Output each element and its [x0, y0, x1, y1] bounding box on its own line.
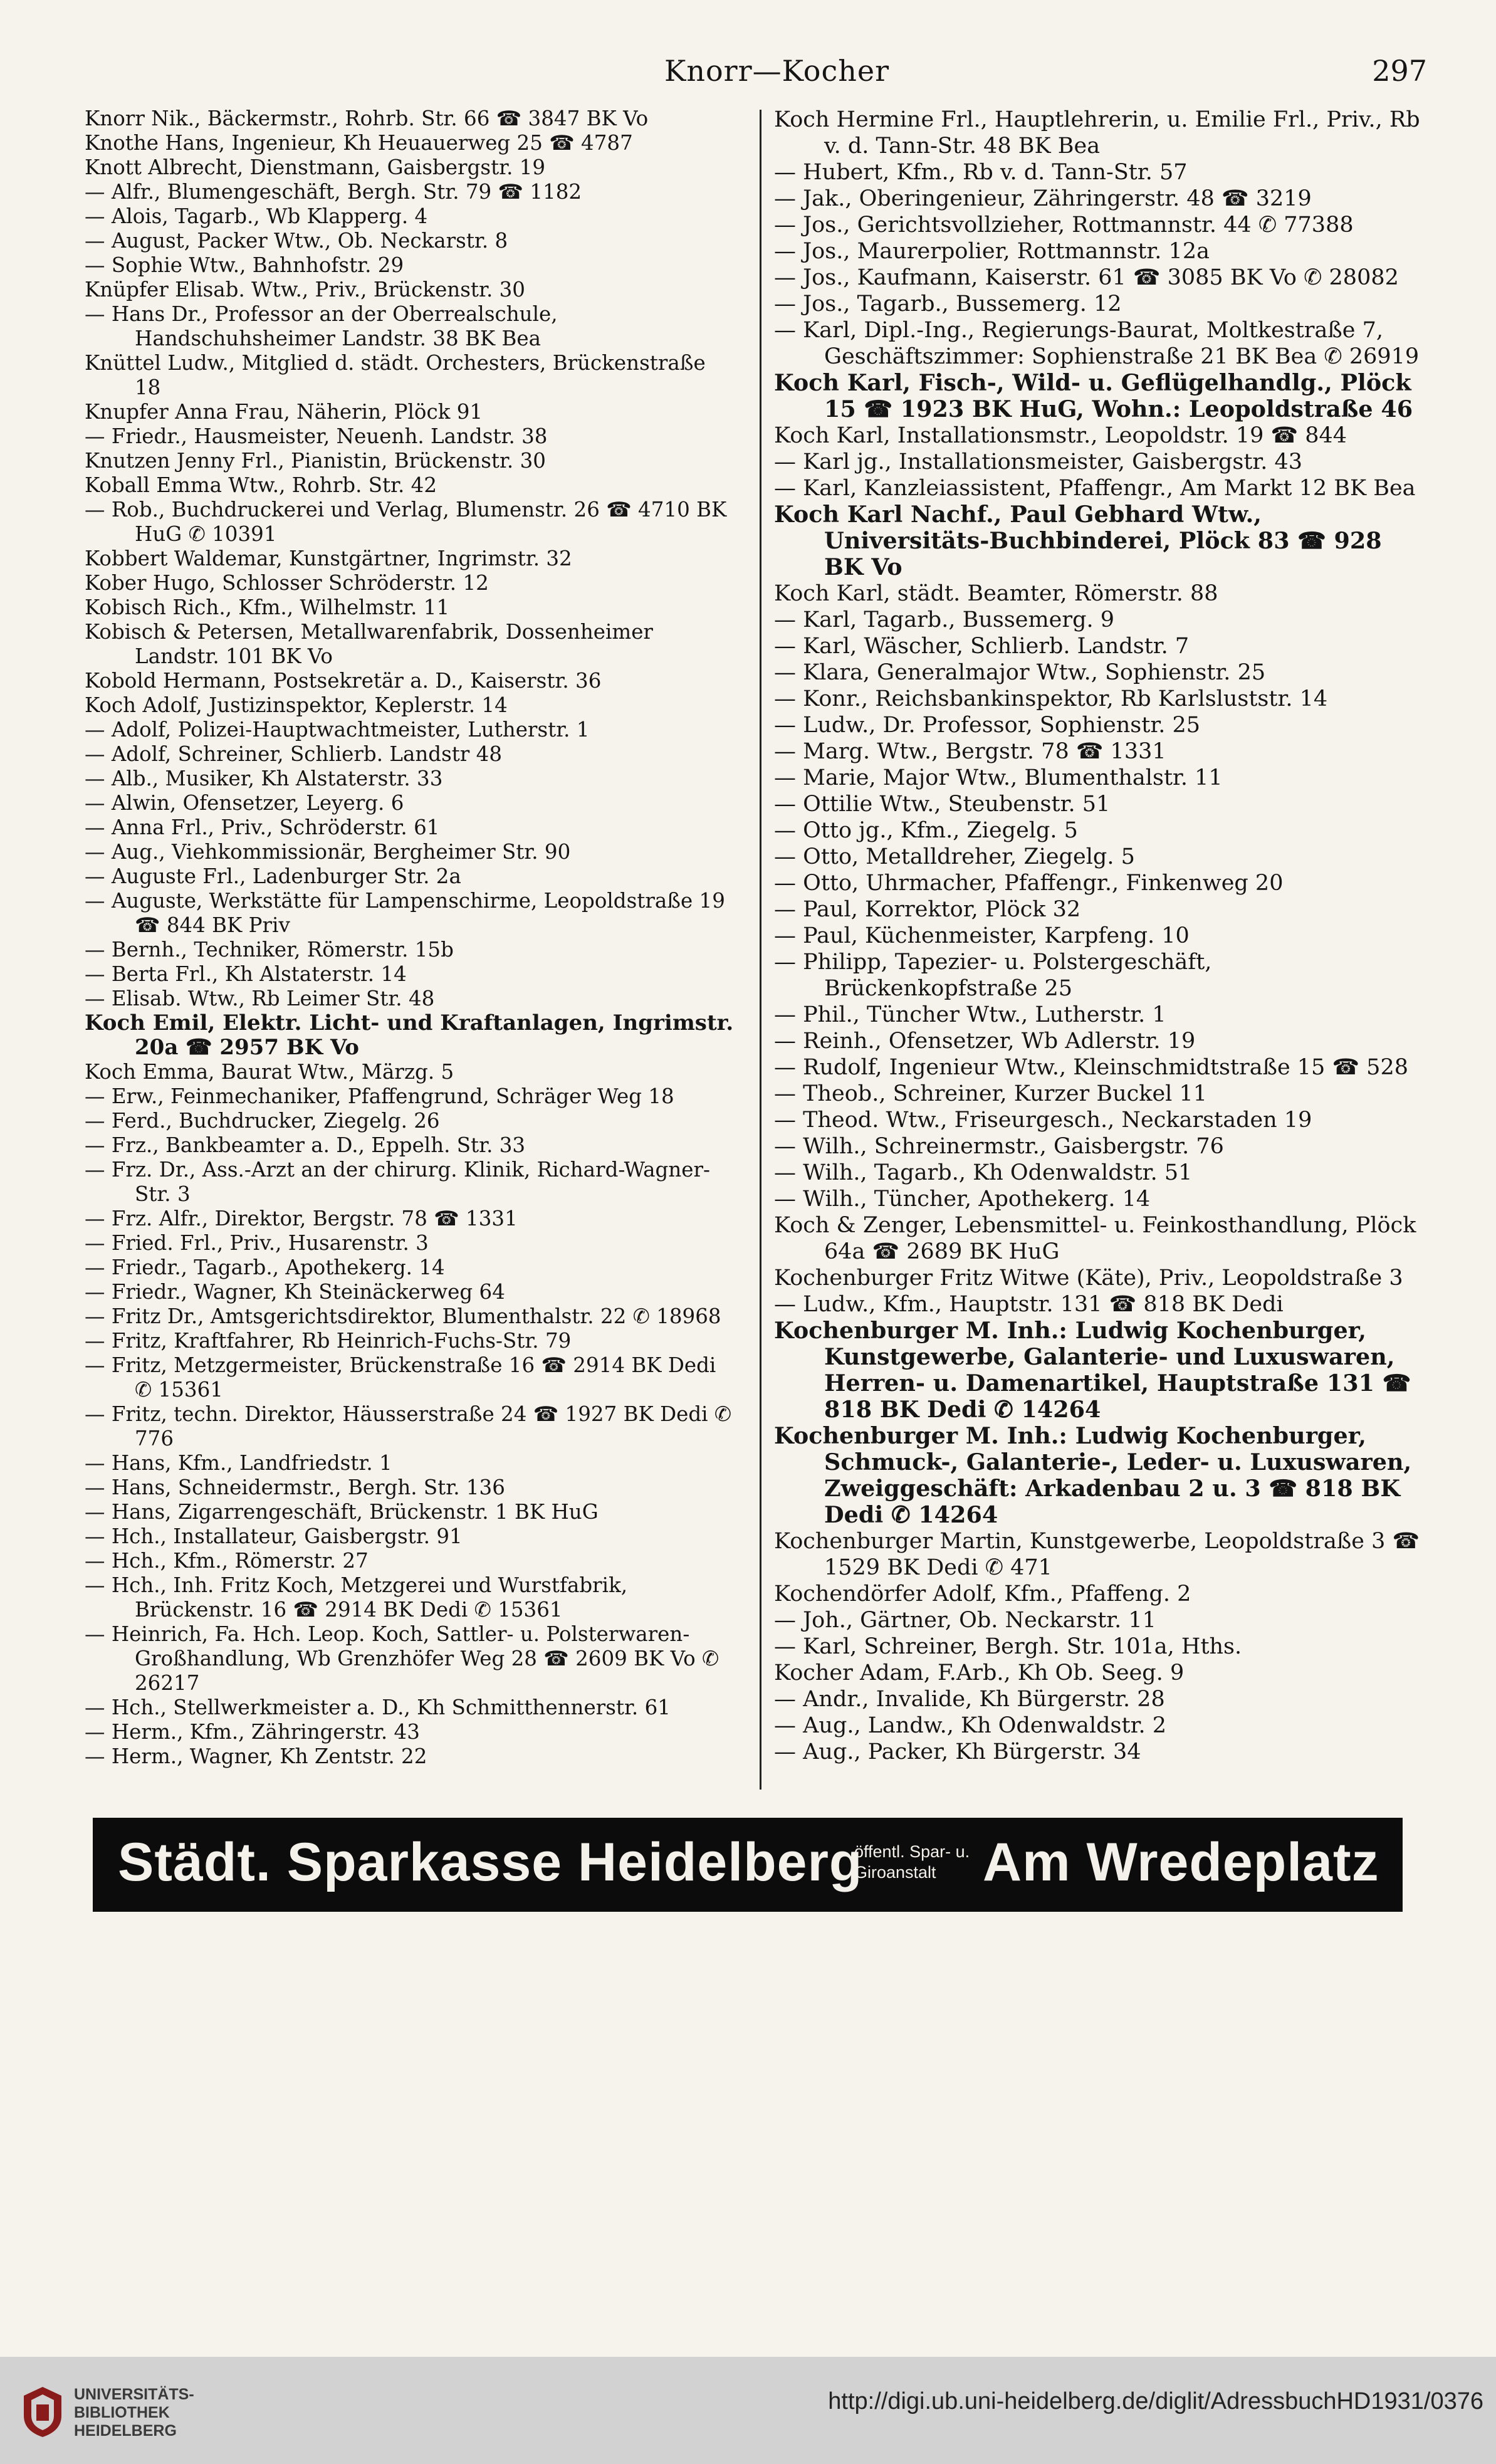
directory-entry: Knüttel Ludw., Mitglied d. städt. Orchesters, Brückenstraße 18 — [85, 351, 706, 399]
directory-entry: — Paul, Korrektor, Plöck 32 — [774, 897, 1081, 922]
directory-entry: — Aug., Landw., Kh Odenwaldstr. 2 — [774, 1713, 1166, 1738]
directory-entry: — Konr., Reichsbankinspektor, Rb Karlsluststr. 14 — [774, 686, 1328, 711]
source-url-link[interactable]: http://digi.ub.uni-heidelberg.de/diglit/AdressbuchHD1931/0376 — [828, 2388, 1483, 2414]
directory-entry: — Frz. Alfr., Direktor, Bergstr. 78 ☎ 1331 — [85, 1207, 518, 1230]
directory-entry: — Karl, Schreiner, Bergh. Str. 101a, Hths. — [774, 1634, 1242, 1659]
directory-entry: Knothe Hans, Ingenieur, Kh Heuauerweg 25 ☎ 4787 — [85, 131, 633, 155]
directory-entry: — Friedr., Tagarb., Apothekerg. 14 — [85, 1256, 445, 1279]
directory-entry: Koch Karl, städt. Beamter, Römerstr. 88 — [774, 581, 1218, 606]
library-name-line3: HEIDELBERG — [74, 2422, 177, 2440]
directory-entry: Kochenburger M. Inh.: Ludwig Kochenburger, Kunstgewerbe, Galanterie- und Luxuswaren, Herren- u. Damenartikel, Hauptstraße 131 ☎ 818 BK Dedi ✆ 14264 — [774, 1317, 1411, 1423]
directory-entry: — Wilh., Schreinermstr., Gaisbergstr. 76 — [774, 1134, 1224, 1159]
directory-entry: — Fritz Dr., Amtsgerichtsdirektor, Blumenthalstr. 22 ✆ 18968 — [85, 1304, 721, 1328]
library-name-line1: UNIVERSITÄTS- — [74, 2386, 194, 2403]
directory-entry: — Sophie Wtw., Bahnhofstr. 29 — [85, 253, 404, 277]
directory-entry: — Friedr., Wagner, Kh Steinäckerweg 64 — [85, 1280, 505, 1304]
directory-entry: Koch Karl Nachf., Paul Gebhard Wtw., Universitäts-Buchbinderei, Plöck 83 ☎ 928 BK Vo — [774, 501, 1382, 580]
directory-entry: — Jos., Tagarb., Bussemerg. 12 — [774, 291, 1122, 317]
directory-entry: Koball Emma Wtw., Rohrb. Str. 42 — [85, 473, 437, 497]
directory-entry: Koch Hermine Frl., Hauptlehrerin, u. Emilie Frl., Priv., Rb v. d. Tann-Str. 48 BK Bea — [774, 107, 1420, 159]
directory-entry: — Klara, Generalmajor Wtw., Sophienstr. 25 — [774, 660, 1266, 685]
running-title: Knorr—Kocher — [664, 54, 890, 88]
directory-entry: — Andr., Invalide, Kh Bürgerstr. 28 — [774, 1687, 1165, 1712]
directory-entry: — August, Packer Wtw., Ob. Neckarstr. 8 — [85, 229, 508, 253]
directory-entry: — Jak., Oberingenieur, Zähringerstr. 48 ☎ 3219 — [774, 186, 1312, 211]
directory-entry: — Adolf, Polizei-Hauptwachtmeister, Lutherstr. 1 — [85, 718, 590, 742]
directory-entry: — Otto jg., Kfm., Ziegelg. 5 — [774, 818, 1078, 843]
directory-entry: — Theod. Wtw., Friseurgesch., Neckarstaden 19 — [774, 1108, 1312, 1133]
directory-entry: — Rob., Buchdruckerei und Verlag, Blumenstr. 26 ☎ 4710 BK HuG ✆ 10391 — [85, 498, 727, 546]
directory-entry: Knott Albrecht, Dienstmann, Gaisbergstr. 19 — [85, 155, 546, 179]
directory-entry: Kober Hugo, Schlosser Schröderstr. 12 — [85, 571, 489, 595]
directory-entry: Kobold Hermann, Postsekretär a. D., Kaiserstr. 36 — [85, 669, 602, 693]
directory-entry: — Ludw., Dr. Professor, Sophienstr. 25 — [774, 713, 1200, 738]
library-name — [74, 2386, 194, 2440]
directory-entry: — Hans Dr., Professor an der Oberrealschule, Handschuhsheimer Landstr. 38 BK Bea — [85, 302, 558, 350]
directory-entry: — Karl jg., Installationsmeister, Gaisbergstr. 43 — [774, 449, 1303, 474]
directory-entry: — Jos., Gerichtsvollzieher, Rottmannstr. 44 ✆ 77388 — [774, 212, 1354, 238]
directory-entry: — Theob., Schreiner, Kurzer Buckel 11 — [774, 1081, 1208, 1106]
directory-entry: — Anna Frl., Priv., Schröderstr. 61 — [85, 815, 440, 839]
directory-entry: Kobbert Waldemar, Kunstgärtner, Ingrimstr. 32 — [85, 547, 572, 570]
directory-entry: — Hans, Zigarrengeschäft, Brückenstr. 1 BK HuG — [85, 1500, 599, 1524]
column-divider — [760, 110, 761, 1790]
directory-entry: — Hch., Inh. Fritz Koch, Metzgerei und Wurstfabrik, Brückenstr. 16 ☎ 2914 BK Dedi ✆ 15361 — [85, 1573, 628, 1622]
directory-entry: Koch Adolf, Justizinspektor, Keplerstr. 14 — [85, 693, 508, 717]
directory-entry: — Rudolf, Ingenieur Wtw., Kleinschmidtstraße 15 ☎ 528 — [774, 1055, 1408, 1080]
directory-entry: — Karl, Tagarb., Bussemerg. 9 — [774, 607, 1115, 632]
directory-entry: — Erw., Feinmechaniker, Pfaffengrund, Schräger Weg 18 — [85, 1084, 674, 1108]
library-logo-icon — [18, 2383, 68, 2440]
directory-entry: — Wilh., Tüncher, Apothekerg. 14 — [774, 1187, 1151, 1212]
directory-entry: — Paul, Küchenmeister, Karpfeng. 10 — [774, 923, 1190, 948]
directory-entry: Kobisch Rich., Kfm., Wilhelmstr. 11 — [85, 595, 450, 619]
directory-entry: — Auguste Frl., Ladenburger Str. 2a — [85, 864, 461, 888]
directory-entry: Koch Emil, Elektr. Licht- und Kraftanlagen, Ingrimstr. 20a ☎ 2957 BK Vo — [85, 1010, 734, 1060]
directory-entry: — Alois, Tagarb., Wb Klapperg. 4 — [85, 204, 428, 228]
directory-entry: Knutzen Jenny Frl., Pianistin, Brückenstr. 30 — [85, 449, 546, 473]
directory-entry: — Hch., Stellwerkmeister a. D., Kh Schmitthennerstr. 61 — [85, 1696, 671, 1719]
directory-entry: Kochenburger Fritz Witwe (Käte), Priv., Leopoldstraße 3 — [774, 1266, 1403, 1291]
directory-entry: — Ferd., Buchdrucker, Ziegelg. 26 — [85, 1109, 440, 1133]
directory-entry: — Hch., Kfm., Römerstr. 27 — [85, 1549, 369, 1573]
directory-entry: Koch Emma, Baurat Wtw., Märzg. 5 — [85, 1060, 454, 1084]
directory-entry: — Frz. Dr., Ass.-Arzt an der chirurg. Klinik, Richard-Wagner-Str. 3 — [85, 1158, 711, 1206]
directory-entry: — Elisab. Wtw., Rb Leimer Str. 48 — [85, 987, 435, 1010]
directory-entry: Knüpfer Elisab. Wtw., Priv., Brückenstr. 30 — [85, 278, 525, 301]
directory-entry: Koch Karl, Fisch-, Wild- u. Geflügelhandlg., Plöck 15 ☎ 1923 BK HuG, Wohn.: Leopoldstraße 46 — [774, 369, 1413, 422]
directory-entry: Kochenburger Martin, Kunstgewerbe, Leopoldstraße 3 ☎ 1529 BK Dedi ✆ 471 — [774, 1529, 1420, 1580]
directory-entry: — Fried. Frl., Priv., Husarenstr. 3 — [85, 1231, 429, 1255]
directory-entry: — Frz., Bankbeamter a. D., Eppelh. Str. 33 — [85, 1133, 526, 1157]
directory-entry: — Heinrich, Fa. Hch. Leop. Koch, Sattler- u. Polsterwaren-Großhandlung, Wb Grenzhöfer Weg 28 ☎ 2609 BK Vo ✆ 26217 — [85, 1622, 719, 1695]
directory-entry: — Jos., Kaufmann, Kaiserstr. 61 ☎ 3085 BK Vo ✆ 28082 — [774, 265, 1399, 290]
directory-entry: — Philipp, Tapezier- u. Polstergeschäft, Brückenkopfstraße 25 — [774, 950, 1212, 1001]
directory-entry: — Adolf, Schreiner, Schlierb. Landstr 48 — [85, 742, 503, 766]
banner-small-line1: öffentl. Spar- u. — [854, 1842, 970, 1861]
page-header — [0, 49, 1496, 99]
directory-entry: — Reinh., Ofensetzer, Wb Adlerstr. 19 — [774, 1029, 1196, 1054]
directory-entry: — Herm., Wagner, Kh Zentstr. 22 — [85, 1744, 427, 1768]
page-number: 297 — [1372, 54, 1427, 88]
directory-entry: — Karl, Wäscher, Schlierb. Landstr. 7 — [774, 634, 1190, 659]
directory-entry: — Fritz, Metzgermeister, Brückenstraße 16 ☎ 2914 BK Dedi ✆ 15361 — [85, 1353, 716, 1402]
directory-entry: — Berta Frl., Kh Alstaterstr. 14 — [85, 962, 407, 986]
viewer-footer — [0, 2357, 1496, 2464]
directory-entry: Kochenburger M. Inh.: Ludwig Kochenburger, Schmuck-, Galanterie-, Leder- u. Luxuswaren, Zweiggeschäft: Arkadenbau 2 u. 3 ☎ 818 BK Dedi ✆ 14264 — [774, 1422, 1412, 1528]
directory-entry: — Karl, Dipl.-Ing., Regierungs-Baurat, Moltkestraße 7, Geschäftszimmer: Sophienstraße 21 BK Bea ✆ 26919 — [774, 318, 1420, 369]
directory-entry: Kocher Adam, F.Arb., Kh Ob. Seeg. 9 — [774, 1660, 1185, 1685]
right-column — [774, 107, 1426, 1793]
directory-entry: — Jos., Maurerpolier, Rottmannstr. 12a — [774, 239, 1210, 264]
directory-entry: — Aug., Packer, Kh Bürgerstr. 34 — [774, 1739, 1141, 1764]
directory-entry: Kobisch & Petersen, Metallwarenfabrik, Dossenheimer Landstr. 101 BK Vo — [85, 620, 653, 668]
directory-entry: Knupfer Anna Frau, Näherin, Plöck 91 — [85, 400, 483, 424]
directory-entry: — Otto, Uhrmacher, Pfaffengr., Finkenweg 20 — [774, 871, 1284, 896]
directory-entry: — Bernh., Techniker, Römerstr. 15b — [85, 938, 454, 962]
directory-entry: Knorr Nik., Bäckermstr., Rohrb. Str. 66 ☎ 3847 BK Vo — [85, 107, 649, 130]
directory-entry: — Otto, Metalldreher, Ziegelg. 5 — [774, 844, 1135, 869]
directory-entry: Koch Karl, Installationsmstr., Leopoldstr. 19 ☎ 844 — [774, 423, 1347, 448]
directory-entry: — Wilh., Tagarb., Kh Odenwaldstr. 51 — [774, 1160, 1193, 1185]
directory-entry: Koch & Zenger, Lebensmittel- u. Feinkosthandlung, Plöck 64a ☎ 2689 BK HuG — [774, 1213, 1416, 1264]
directory-entry: — Alwin, Ofensetzer, Leyerg. 6 — [85, 791, 404, 815]
library-name-line2: BIBLIOTHEK — [74, 2404, 170, 2421]
directory-entry: — Alfr., Blumengeschäft, Bergh. Str. 79 ☎ 1182 — [85, 180, 582, 204]
directory-entry: — Friedr., Hausmeister, Neuenh. Landstr. 38 — [85, 424, 548, 448]
directory-entry: — Marg. Wtw., Bergstr. 78 ☎ 1331 — [774, 739, 1166, 764]
directory-entry: — Fritz, Kraftfahrer, Rb Heinrich-Fuchs-Str. 79 — [85, 1329, 572, 1353]
advertisement-banner — [93, 1818, 1403, 1912]
directory-entry: — Joh., Gärtner, Ob. Neckarstr. 11 — [774, 1608, 1156, 1633]
directory-entry: Kochendörfer Adolf, Kfm., Pfaffeng. 2 — [774, 1581, 1191, 1607]
directory-entry: — Phil., Tüncher Wtw., Lutherstr. 1 — [774, 1002, 1166, 1027]
banner-right-text: Am Wredeplatz — [983, 1832, 1379, 1892]
directory-entry: — Ludw., Kfm., Hauptstr. 131 ☎ 818 BK Dedi — [774, 1292, 1284, 1317]
directory-entry: — Hans, Kfm., Landfriedstr. 1 — [85, 1451, 392, 1475]
left-column — [85, 107, 736, 1793]
directory-entry: — Hans, Schneidermstr., Bergh. Str. 136 — [85, 1476, 505, 1499]
directory-entry: — Karl, Kanzleiassistent, Pfaffengr., Am Markt 12 BK Bea — [774, 476, 1416, 501]
directory-entry: — Hch., Installateur, Gaisbergstr. 91 — [85, 1524, 463, 1548]
directory-entry: — Fritz, techn. Direktor, Häusserstraße 24 ☎ 1927 BK Dedi ✆ 776 — [85, 1402, 732, 1450]
directory-entry: — Marie, Major Wtw., Blumenthalstr. 11 — [774, 765, 1223, 790]
directory-entry: — Hubert, Kfm., Rb v. d. Tann-Str. 57 — [774, 160, 1188, 185]
directory-entry: — Ottilie Wtw., Steubenstr. 51 — [774, 792, 1111, 817]
directory-entry: — Aug., Viehkommissionär, Bergheimer Str. 90 — [85, 840, 571, 864]
directory-entry: — Auguste, Werkstätte für Lampenschirme, Leopoldstraße 19 ☎ 844 BK Priv — [85, 889, 725, 937]
banner-small-line2: Giroanstalt — [854, 1863, 936, 1882]
directory-entry: — Alb., Musiker, Kh Alstaterstr. 33 — [85, 767, 443, 790]
banner-small-text — [854, 1842, 970, 1883]
banner-left-text: Städt. Sparkasse Heidelberg — [118, 1832, 863, 1892]
directory-entry: — Herm., Kfm., Zähringerstr. 43 — [85, 1720, 420, 1744]
